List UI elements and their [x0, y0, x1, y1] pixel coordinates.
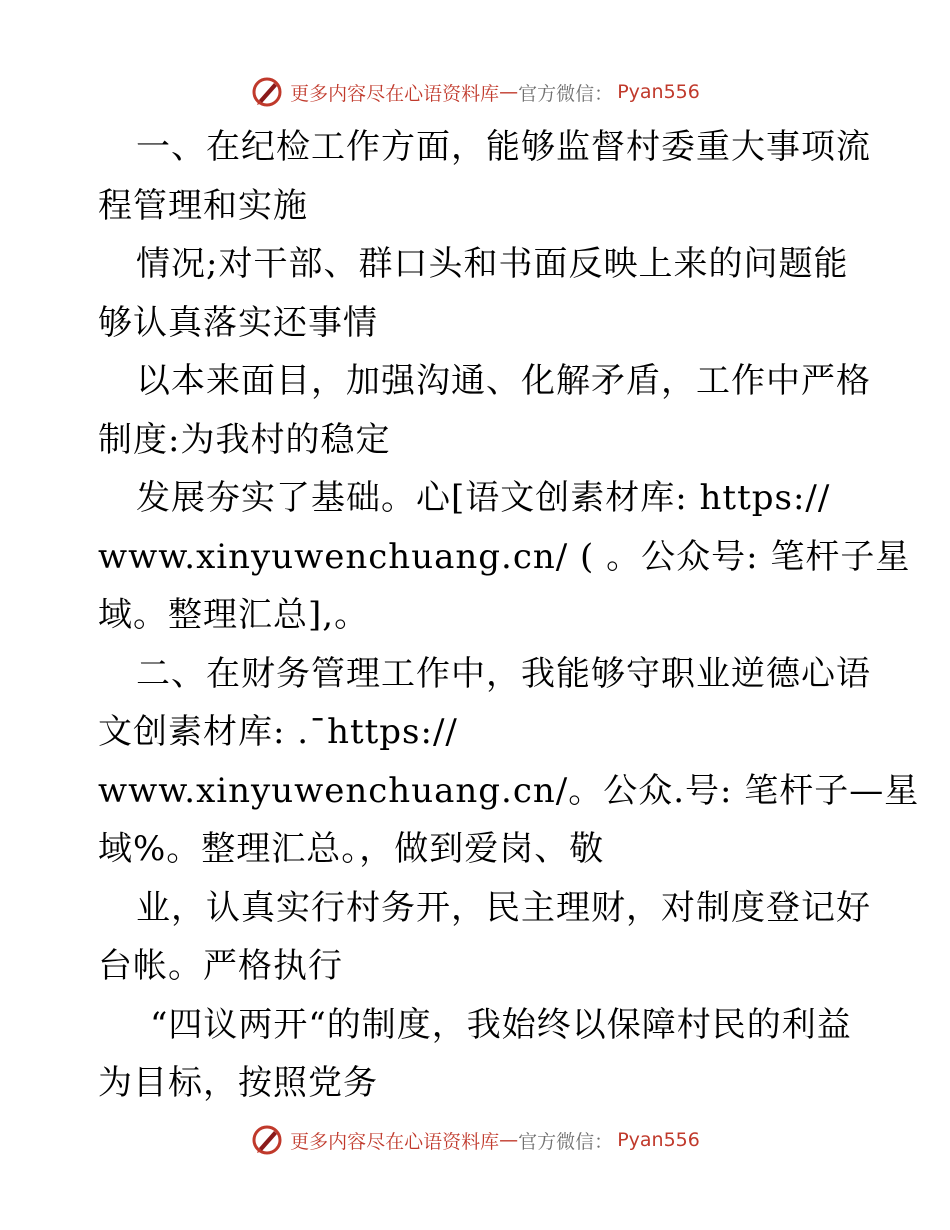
text-line: 程管理和实施: [98, 185, 308, 226]
text-line: “四议两开“的制度，我始终以保障村民的利益: [150, 1004, 852, 1045]
text-line: 一、在纪检工作方面，能够监督村委重大事项流: [136, 127, 871, 167]
text-line: 发展夯实了基础。心[语文创素材库: https://: [136, 478, 831, 518]
footer-watermark: [0, 1120, 950, 1160]
watermark-brand: 更多内容尽在心语资料库: [290, 1130, 500, 1153]
text-line: 台帐。严格执行: [98, 946, 343, 986]
text-line: 为目标，按照党务: [98, 1063, 378, 1103]
pen-logo-icon: [250, 75, 284, 109]
text-line: 业，认真实行村务开，民主理财，对制度登记好: [136, 887, 871, 928]
watermark-brand: 更多内容尽在心语资料库: [290, 82, 500, 105]
text-line: 够认真落实还事情: [98, 302, 378, 343]
pen-logo-icon: [250, 1123, 284, 1157]
text-line: 以本来面目，加强沟通、化解矛盾，工作中严格: [136, 361, 871, 401]
text-line: 域。整理汇总],。: [98, 595, 370, 635]
document-body: [98, 118, 920, 1113]
watermark-label: 官方微信：: [518, 1130, 614, 1153]
watermark-id: Pyan556: [617, 81, 700, 103]
watermark-id: Pyan556: [617, 1129, 700, 1151]
watermark-dash: —: [499, 81, 519, 103]
watermark-label: 官方微信：: [518, 82, 614, 105]
header-watermark: [0, 72, 950, 112]
text-line: 域%。整理汇总。，做到爱岗、敬: [98, 829, 605, 869]
text-line: www.xinyuwenchuang.cn/ ( 。公众号: 笔杆子星: [98, 536, 911, 577]
text-line: 二、在财务管理工作中，我能够守职业逆德心语: [136, 653, 871, 694]
watermark-dash: —: [499, 1129, 519, 1151]
text-line: www.xinyuwenchuang.cn/。公众.号: 笔杆子—星: [98, 770, 920, 811]
text-line: 文创素材库: .¯https://: [98, 712, 458, 752]
text-line: 制度:为我村的稳定: [98, 419, 391, 460]
text-line: 情况;对干部、群口头和书面反映上来的问题能: [136, 244, 849, 284]
